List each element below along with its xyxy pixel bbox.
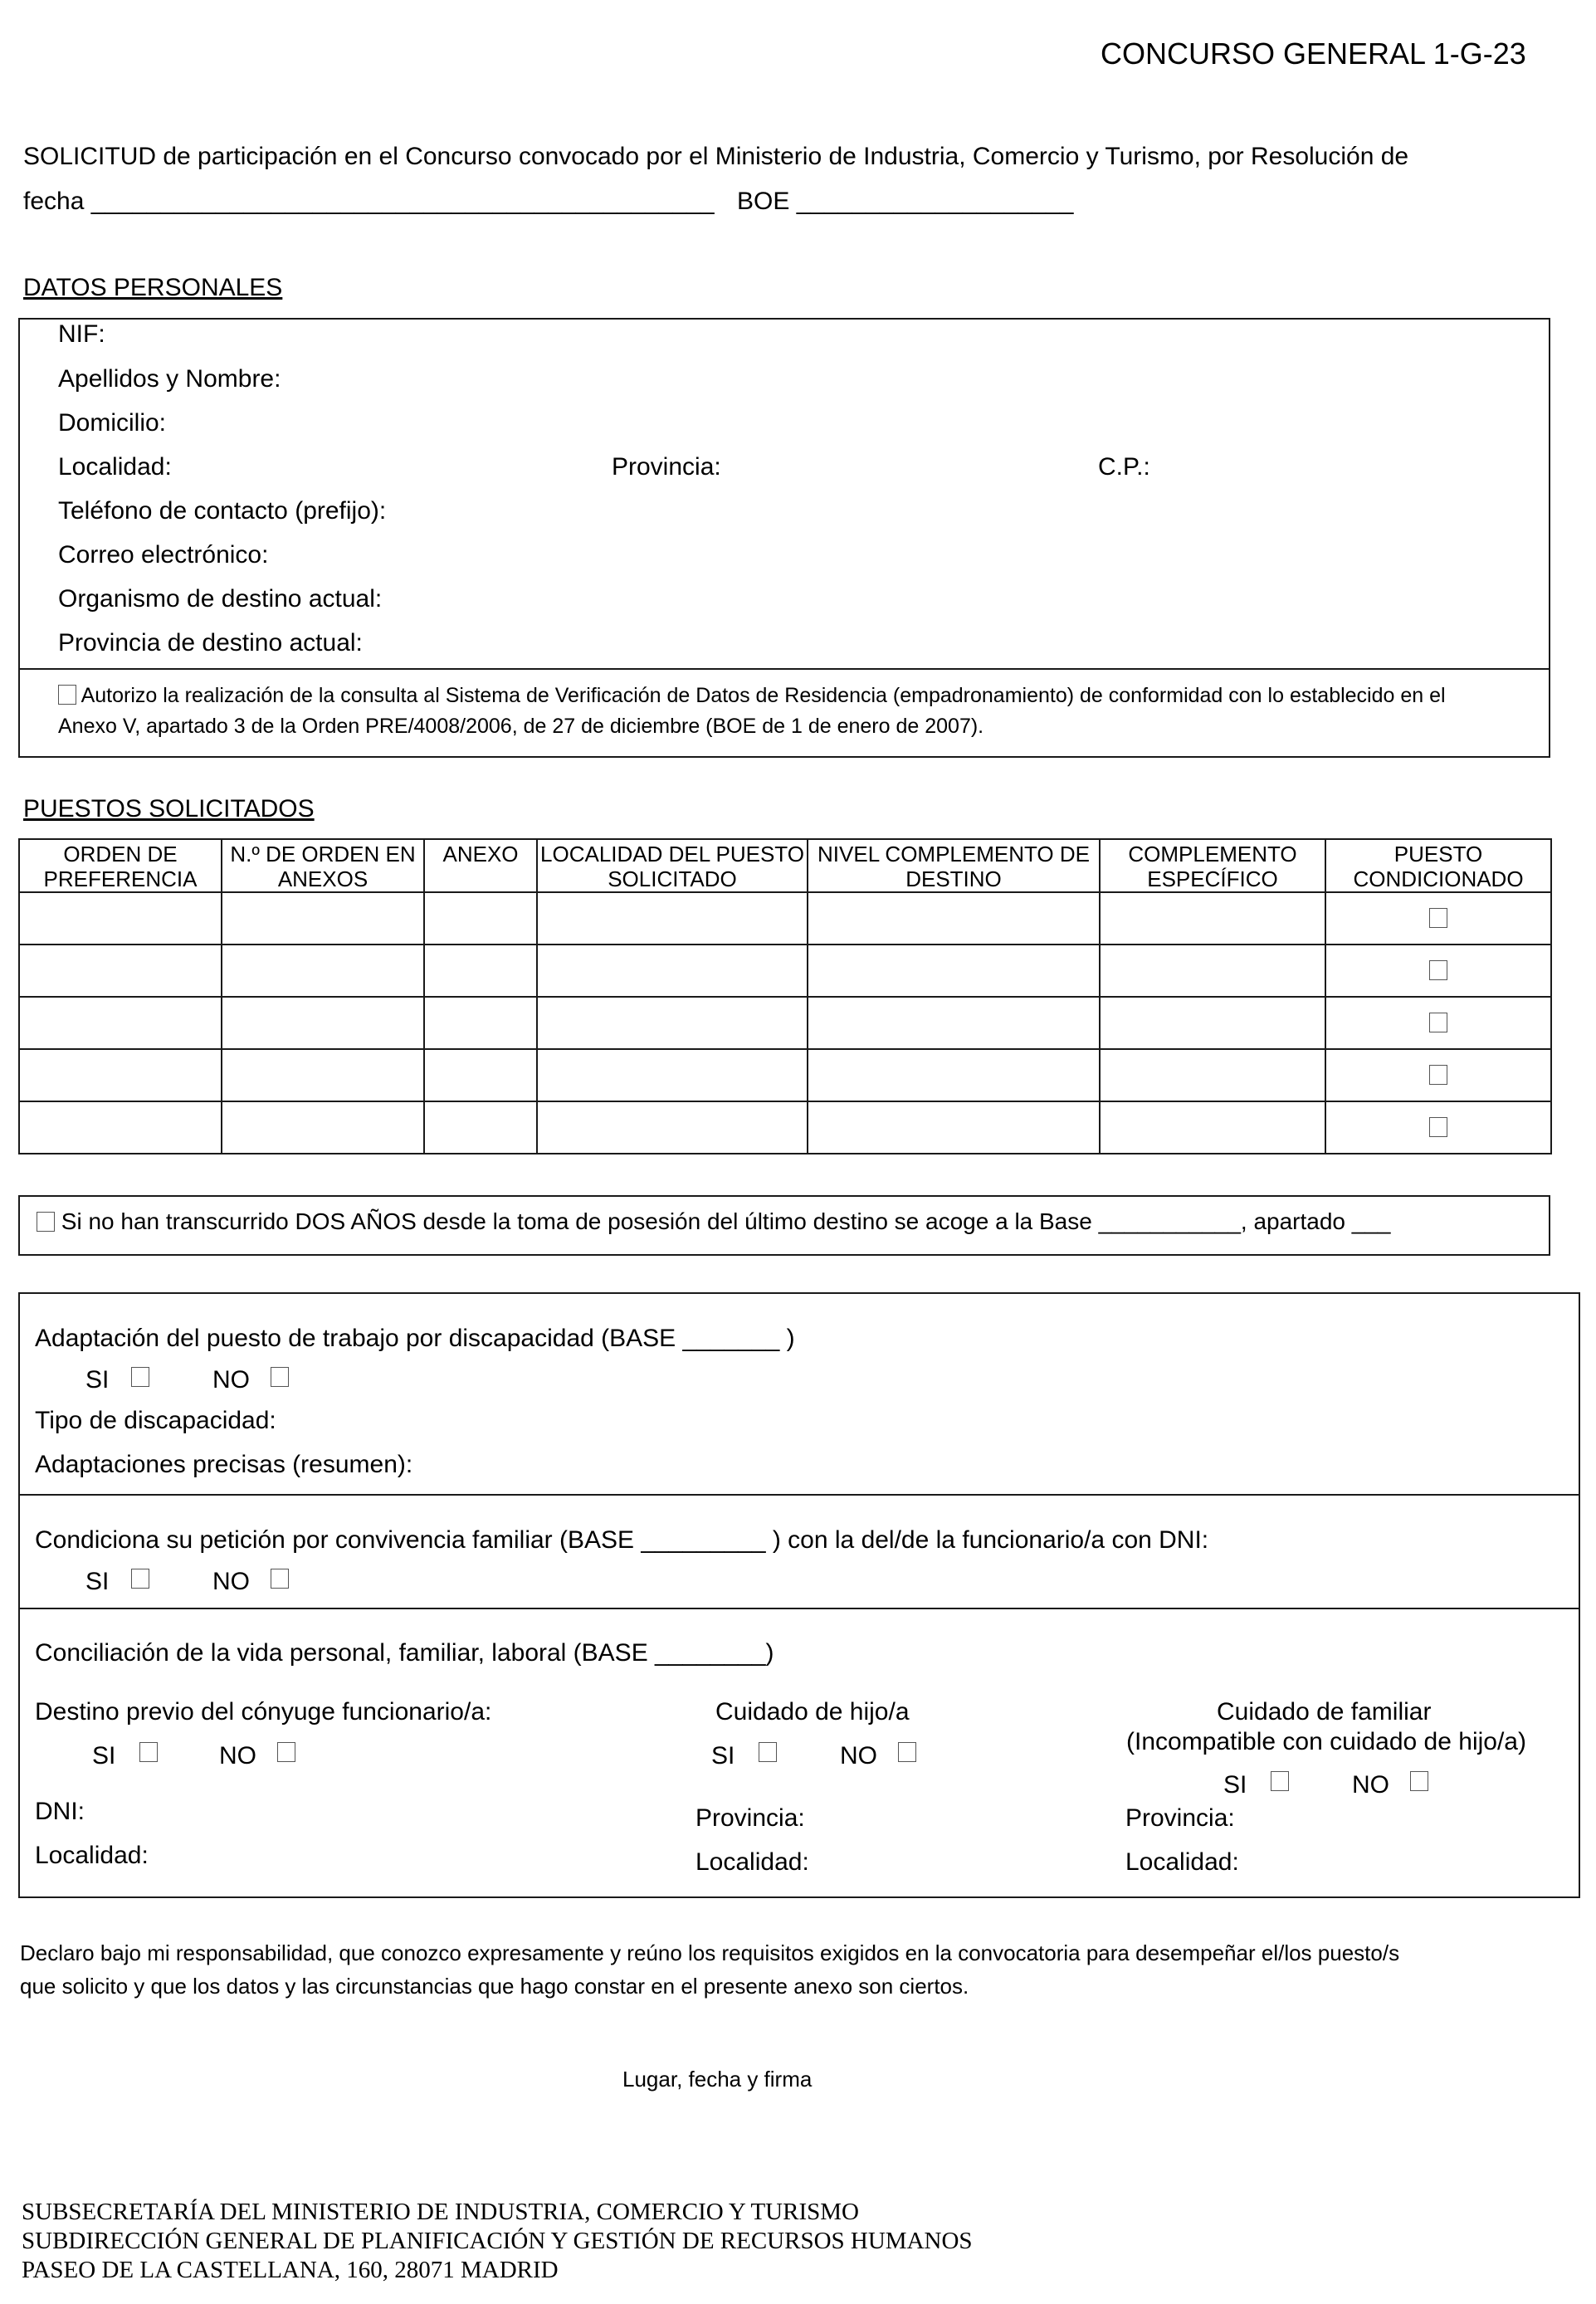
declaracion-line-2: que solicito y que los datos y las circunstancias que hago constar en el presente anexo son ciertos. xyxy=(20,1974,969,1999)
conyuge-si-label: SI xyxy=(92,1742,116,1769)
table-cell[interactable] xyxy=(19,945,222,997)
dos-anos-checkbox[interactable] xyxy=(37,1212,55,1232)
conyuge-no-checkbox[interactable] xyxy=(277,1742,295,1762)
discapacidad-no-checkbox[interactable] xyxy=(271,1367,289,1387)
domicilio-label[interactable]: Domicilio: xyxy=(58,409,167,437)
discapacidad-si-label: SI xyxy=(85,1366,110,1394)
col-orden-preferencia: ORDEN DE PREFERENCIA xyxy=(19,839,222,892)
tipo-discapacidad-label[interactable]: Tipo de discapacidad: xyxy=(35,1407,276,1434)
hijo-si-label: SI xyxy=(711,1742,735,1769)
datos-personales-divider xyxy=(18,668,1550,670)
table-cell[interactable] xyxy=(424,997,537,1049)
autorizo-row xyxy=(58,684,1446,708)
familiar-note: (Incompatible con cuidado de hijo/a) xyxy=(1126,1728,1526,1755)
adaptaciones-label[interactable]: Adaptaciones precisas (resumen): xyxy=(35,1451,413,1478)
footer-line-3: PASEO DE LA CASTELLANA, 160, 28071 MADRID xyxy=(22,2257,559,2283)
condicionado-checkbox[interactable] xyxy=(1429,1013,1447,1032)
correo-label[interactable]: Correo electrónico: xyxy=(58,541,269,569)
organismo-label[interactable]: Organismo de destino actual: xyxy=(58,585,383,613)
datos-personales-title: DATOS PERSONALES xyxy=(23,274,283,301)
telefono-label[interactable]: Teléfono de contacto (prefijo): xyxy=(58,497,387,525)
apellidos-label[interactable]: Apellidos y Nombre: xyxy=(58,365,281,393)
table-row xyxy=(19,1101,1551,1154)
table-cell[interactable] xyxy=(19,1101,222,1154)
table-cell[interactable] xyxy=(808,997,1100,1049)
table-cell[interactable] xyxy=(808,1101,1100,1154)
table-cell xyxy=(1325,1101,1551,1154)
table-cell xyxy=(1325,892,1551,945)
conyuge-dni-label[interactable]: DNI: xyxy=(35,1798,85,1825)
table-cell[interactable] xyxy=(1100,1049,1325,1101)
condicionado-checkbox[interactable] xyxy=(1429,1065,1447,1085)
table-cell[interactable] xyxy=(19,997,222,1049)
nif-label[interactable]: NIF: xyxy=(58,320,105,348)
cp-label[interactable]: C.P.: xyxy=(1098,453,1150,481)
convivencia-title: Condiciona su petición por convivencia familiar (BASE _________ ) con la del/de la funcionario/a con DNI: xyxy=(35,1526,1209,1554)
table-cell[interactable] xyxy=(1100,945,1325,997)
hijo-no-label: NO xyxy=(840,1742,877,1769)
table-row xyxy=(19,997,1551,1049)
table-cell[interactable] xyxy=(424,1101,537,1154)
table-cell[interactable] xyxy=(537,1101,808,1154)
table-cell[interactable] xyxy=(537,892,808,945)
table-cell xyxy=(1325,997,1551,1049)
autorizo-text-2: Anexo V, apartado 3 de la Orden PRE/4008/2006, de 27 de diciembre (BOE de 1 de enero de 2007). xyxy=(58,715,984,738)
table-cell[interactable] xyxy=(1100,1101,1325,1154)
hijo-localidad-label[interactable]: Localidad: xyxy=(696,1848,809,1876)
table-cell xyxy=(1325,1049,1551,1101)
condicionado-checkbox[interactable] xyxy=(1429,908,1447,928)
table-cell[interactable] xyxy=(222,945,424,997)
provincia-label[interactable]: Provincia: xyxy=(612,453,721,481)
familiar-no-checkbox[interactable] xyxy=(1410,1771,1428,1791)
discapacidad-no-label: NO xyxy=(212,1366,250,1394)
familiar-localidad-label[interactable]: Localidad: xyxy=(1125,1848,1239,1876)
footer-line-1: SUBSECRETARÍA DEL MINISTERIO DE INDUSTRIA, COMERCIO Y TURISMO xyxy=(22,2199,859,2225)
table-cell xyxy=(1325,945,1551,997)
convivencia-si-label: SI xyxy=(85,1568,110,1595)
condiciones-divider-2 xyxy=(18,1608,1580,1609)
solicitud-boe-field[interactable]: BOE ____________________ xyxy=(737,188,1074,215)
hijo-si-checkbox[interactable] xyxy=(759,1742,777,1762)
convivencia-si-checkbox[interactable] xyxy=(131,1569,149,1589)
col-nivel-complemento: NIVEL COMPLEMENTO DE DESTINO xyxy=(808,839,1100,892)
conyuge-no-label: NO xyxy=(219,1742,256,1769)
puestos-header-row xyxy=(19,839,1551,892)
dos-anos-text: Si no han transcurrido DOS AÑOS desde la toma de posesión del último destino se acoge a la Base ___________, apartado ___ xyxy=(61,1208,1391,1234)
col-complemento-especifico: COMPLEMENTO ESPECÍFICO xyxy=(1100,839,1325,892)
convivencia-no-label: NO xyxy=(212,1568,250,1595)
table-row xyxy=(19,1049,1551,1101)
table-cell[interactable] xyxy=(808,1049,1100,1101)
hijo-label: Cuidado de hijo/a xyxy=(715,1698,910,1726)
table-cell[interactable] xyxy=(222,997,424,1049)
form-code: CONCURSO GENERAL 1-G-23 xyxy=(1101,37,1526,71)
condicionado-checkbox[interactable] xyxy=(1429,960,1447,980)
table-cell[interactable] xyxy=(537,997,808,1049)
table-cell[interactable] xyxy=(537,1049,808,1101)
condicionado-checkbox[interactable] xyxy=(1429,1117,1447,1137)
conciliacion-title: Conciliación de la vida personal, familiar, laboral (BASE ________) xyxy=(35,1639,774,1667)
solicitud-line-1: SOLICITUD de participación en el Concurso convocado por el Ministerio de Industria, Comercio y Turismo, por Resolución de xyxy=(23,143,1409,170)
table-cell[interactable] xyxy=(424,945,537,997)
table-cell[interactable] xyxy=(808,945,1100,997)
puestos-title: PUESTOS SOLICITADOS xyxy=(23,795,315,823)
hijo-provincia-label[interactable]: Provincia: xyxy=(696,1804,805,1832)
familiar-no-label: NO xyxy=(1352,1771,1389,1799)
declaracion-line-1: Declaro bajo mi responsabilidad, que conozco expresamente y reúno los requisitos exigidos en la convocatoria para desempeñar el/los puesto/s xyxy=(20,1940,1400,1965)
familiar-si-checkbox[interactable] xyxy=(1271,1771,1289,1791)
conyuge-label: Destino previo del cónyuge funcionario/a: xyxy=(35,1698,492,1726)
conyuge-si-checkbox[interactable] xyxy=(139,1742,158,1762)
footer-line-2: SUBDIRECCIÓN GENERAL DE PLANIFICACIÓN Y GESTIÓN DE RECURSOS HUMANOS xyxy=(22,2228,973,2254)
table-row xyxy=(19,945,1551,997)
provincia-destino-label[interactable]: Provincia de destino actual: xyxy=(58,629,363,657)
table-cell[interactable] xyxy=(808,892,1100,945)
hijo-no-checkbox[interactable] xyxy=(898,1742,916,1762)
solicitud-fecha-field[interactable]: fecha _____________________________________________ xyxy=(23,188,715,215)
discapacidad-si-checkbox[interactable] xyxy=(131,1367,149,1387)
familiar-provincia-label[interactable]: Provincia: xyxy=(1125,1804,1235,1832)
table-cell[interactable] xyxy=(19,1049,222,1101)
familiar-si-label: SI xyxy=(1223,1771,1247,1799)
table-cell[interactable] xyxy=(1100,892,1325,945)
col-numero-orden: N.º DE ORDEN EN ANEXOS xyxy=(222,839,424,892)
conyuge-localidad-label[interactable]: Localidad: xyxy=(35,1842,149,1869)
table-cell[interactable] xyxy=(424,892,537,945)
familiar-label: Cuidado de familiar xyxy=(1217,1698,1432,1726)
localidad-label[interactable]: Localidad: xyxy=(58,453,172,481)
convivencia-no-checkbox[interactable] xyxy=(271,1569,289,1589)
autorizo-text-1: Autorizo la realización de la consulta al Sistema de Verificación de Datos de Residencia (empadronamiento) de conformidad con lo establecido en el xyxy=(81,684,1446,707)
condiciones-divider-1 xyxy=(18,1494,1580,1496)
table-cell[interactable] xyxy=(537,945,808,997)
col-puesto-condicionado: PUESTO CONDICIONADO xyxy=(1325,839,1551,892)
table-cell[interactable] xyxy=(222,1101,424,1154)
autorizo-checkbox[interactable] xyxy=(58,685,76,705)
table-cell[interactable] xyxy=(19,892,222,945)
puestos-table xyxy=(18,838,1552,1154)
dos-anos-row xyxy=(37,1208,1391,1235)
table-cell[interactable] xyxy=(1100,997,1325,1049)
discapacidad-title: Adaptación del puesto de trabajo por discapacidad (BASE _______ ) xyxy=(35,1325,795,1352)
col-anexo: ANEXO xyxy=(424,839,537,892)
table-cell[interactable] xyxy=(222,892,424,945)
firma-label: Lugar, fecha y firma xyxy=(622,2067,813,2092)
col-localidad: LOCALIDAD DEL PUESTO SOLICITADO xyxy=(537,839,808,892)
table-cell[interactable] xyxy=(424,1049,537,1101)
table-row xyxy=(19,892,1551,945)
table-cell[interactable] xyxy=(222,1049,424,1101)
